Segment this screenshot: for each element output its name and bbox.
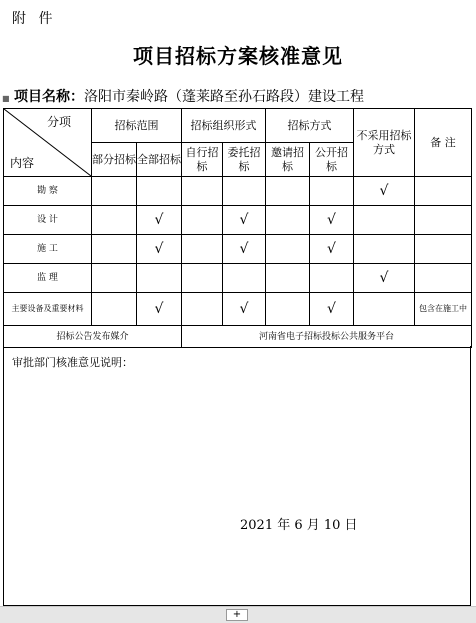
check-mark: √ [137, 206, 182, 235]
table-cell [92, 293, 137, 326]
table-row [4, 206, 472, 235]
table-cell [223, 177, 266, 206]
remark-header: 备 注 [415, 109, 472, 177]
check-mark: √ [223, 293, 266, 326]
check-mark: √ [310, 235, 354, 264]
expand-button[interactable]: + [226, 609, 248, 621]
table-cell [266, 235, 310, 264]
check-mark: √ [354, 177, 415, 206]
approval-table [3, 108, 472, 348]
table-cell [137, 177, 182, 206]
table-cell [266, 177, 310, 206]
sub-open-header: 公开招标 [310, 143, 354, 177]
table-cell [137, 264, 182, 293]
table-rows [4, 177, 472, 326]
table-cell [92, 235, 137, 264]
document-title: 项目招标方案核准意见 [133, 44, 343, 68]
table-cell [92, 177, 137, 206]
table-cell [182, 293, 223, 326]
corner-top-label: 分项 [46, 115, 71, 129]
table-cell [354, 206, 415, 235]
check-mark: √ [137, 235, 182, 264]
table-cell [223, 264, 266, 293]
table-cell [415, 177, 472, 206]
sub-full-header: 全部招标 [137, 143, 182, 177]
no-tender-header: 不采用招标方式 [354, 109, 415, 177]
corner-header-cell [4, 109, 92, 177]
corner-bottom-label: 内容 [10, 156, 35, 170]
sub-entrusted-header: 委托招标 [223, 143, 266, 177]
table-cell [182, 206, 223, 235]
table-cell [310, 264, 354, 293]
row-label: 主要设备及重要材料 [4, 293, 92, 326]
table-cell [354, 293, 415, 326]
table-cell [415, 235, 472, 264]
group-scope-header: 招标范围 [92, 109, 182, 143]
check-mark: √ [354, 264, 415, 293]
row-label: 施 工 [4, 235, 92, 264]
table-row [4, 293, 472, 326]
check-mark: √ [137, 293, 182, 326]
table-cell [415, 264, 472, 293]
check-mark: √ [310, 293, 354, 326]
table-cell [266, 293, 310, 326]
comments-label: 审批部门核准意见说明： [12, 356, 133, 369]
project-name: 洛阳市秦岭路（蓬莱路至孙石路段）建设工程 [84, 89, 364, 105]
row-label: 设 计 [4, 206, 92, 235]
table-cell [92, 206, 137, 235]
sub-partial-header: 部分招标 [92, 143, 137, 177]
media-value-cell: 河南省电子招标投标公共服务平台 [182, 326, 472, 348]
table-cell [182, 177, 223, 206]
remark-cell: 包含在施工中 [415, 293, 472, 326]
table-cell [92, 264, 137, 293]
group-org-header: 招标组织形式 [182, 109, 266, 143]
group-method-header: 招标方式 [266, 109, 354, 143]
row-label: 监 理 [4, 264, 92, 293]
table-cell [415, 206, 472, 235]
approval-date: 2021 年 6 月 10 日 [240, 518, 358, 533]
table-cell [182, 235, 223, 264]
table-row [4, 235, 472, 264]
sub-self-header: 自行招标 [182, 143, 223, 177]
sub-invited-header: 邀请招标 [266, 143, 310, 177]
table-cell [182, 264, 223, 293]
comments-box [3, 346, 471, 606]
table-row [4, 264, 472, 293]
table-anchor-marker: ■ [2, 94, 10, 103]
table-cell [266, 206, 310, 235]
project-label: 项目名称： [14, 89, 84, 105]
attachment-label: 附 件 [12, 11, 57, 27]
media-label-cell: 招标公告发布媒介 [4, 326, 182, 348]
check-mark: √ [310, 206, 354, 235]
check-mark: √ [223, 235, 266, 264]
table-cell [310, 177, 354, 206]
table-cell [266, 264, 310, 293]
row-label: 勘 察 [4, 177, 92, 206]
table-cell [354, 235, 415, 264]
table-row [4, 177, 472, 206]
check-mark: √ [223, 206, 266, 235]
project-line [14, 86, 364, 106]
